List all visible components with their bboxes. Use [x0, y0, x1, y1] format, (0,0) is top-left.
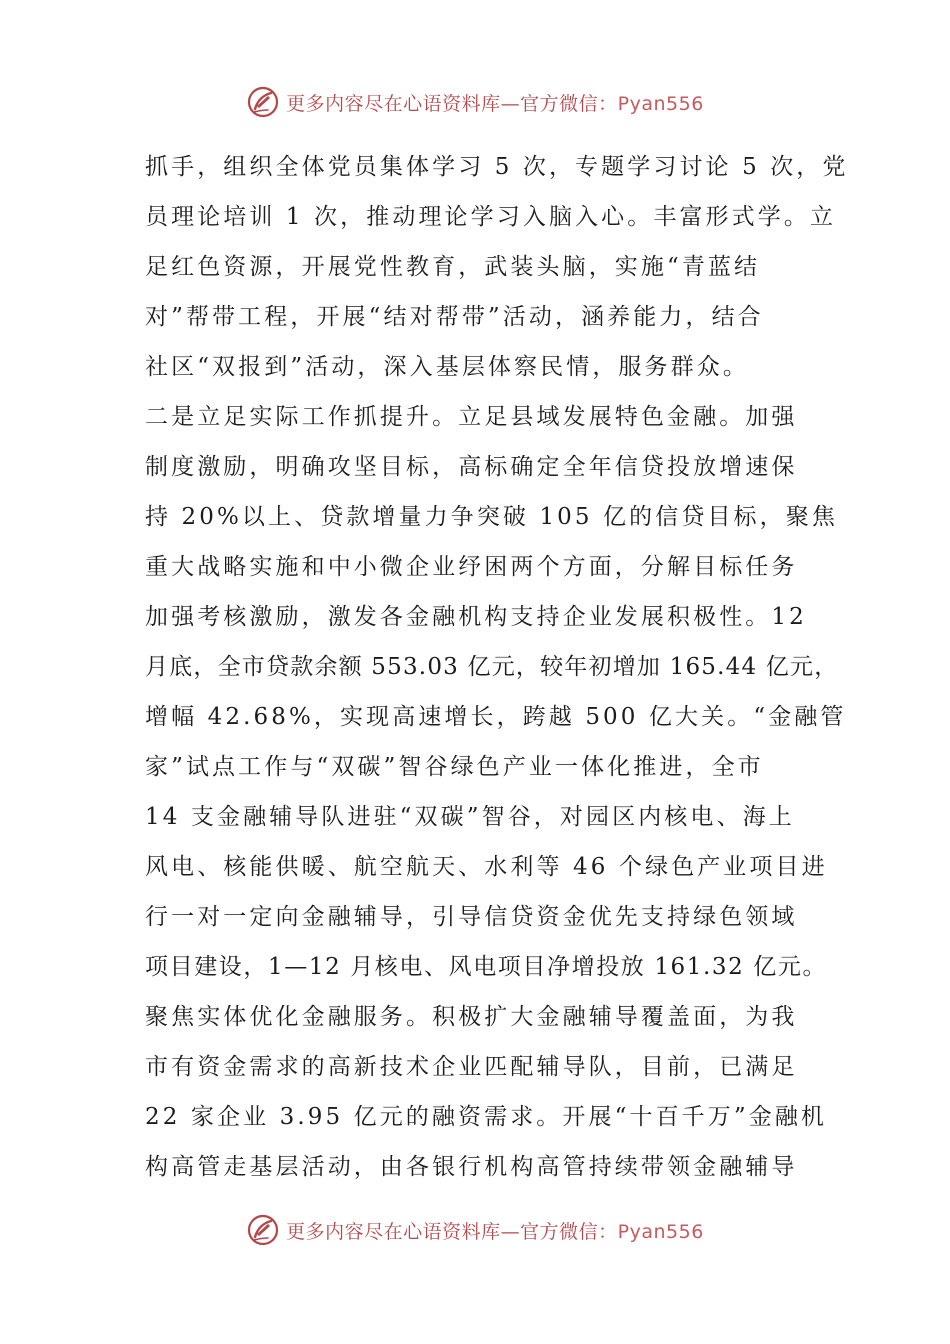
text-line: 月底，全市贷款余额 553.03 亿元，较年初增加 165.44 亿元， [145, 654, 839, 680]
text-line: 聚焦实体优化金融服务。积极扩大金融辅导覆盖面，为我 [145, 1004, 798, 1030]
text-line: 市有资金需求的高新技术企业匹配辅导队，目前，已满足 [145, 1054, 798, 1080]
pen-signature-logo-icon [246, 85, 280, 119]
text-line: 行一对一定向金融辅导，引导信贷资金优先支持绿色领域 [145, 904, 798, 930]
footer-banner [0, 1206, 950, 1254]
text-line: 抓手，组织全体党员集体学习 5 次，专题学习讨论 5 次，党 [145, 154, 849, 180]
text-line: 二是立足实际工作抓提升。立足县域发展特色金融。加强 [145, 404, 798, 430]
text-line: 员理论培训 1 次，推动理论学习入脑入心。丰富形式学。立 [145, 204, 837, 230]
text-line: 社区“双报到”活动，深入基层体察民情，服务群众。 [145, 354, 749, 380]
text-line: 项目建设，1—12 月核电、风电项目净增投放 161.32 亿元。 [145, 954, 828, 980]
text-line: 22 家企业 3.95 亿元的融资需求。开展“十百千万”金融机 [145, 1104, 828, 1130]
header-banner [0, 78, 950, 126]
footer-banner-text [286, 1217, 704, 1244]
text-line: 构高管走基层活动，由各银行机构高管持续带领金融辅导 [145, 1154, 798, 1180]
text-line: 家”试点工作与“双碳”智谷绿色产业一体化推进，全市 [145, 754, 764, 780]
text-line: 重大战略实施和中小微企业纾困两个方面，分解目标任务 [145, 554, 798, 580]
header-banner-label: 更多内容尽在心语资料库—官方微信： [286, 92, 618, 115]
pen-signature-logo-icon [246, 1213, 280, 1247]
text-line: 14 支金融辅导队进驻“双碳”智谷，对园区内核电、海上 [145, 804, 795, 830]
text-line: 足红色资源，开展党性教育，武装头脑，实施“青蓝结 [145, 254, 761, 280]
text-line: 增幅 42.68%，实现高速增长，跨越 500 亿大关。“金融管 [145, 704, 847, 730]
text-line: 持 20%以上、贷款增量力争突破 105 亿的信贷目标，聚焦 [145, 504, 838, 530]
text-line: 风电、核能供暖、航空航天、水利等 46 个绿色产业项目进 [145, 854, 828, 880]
header-wechat-handle: Pyan556 [617, 92, 704, 115]
footer-banner-label: 更多内容尽在心语资料库—官方微信： [286, 1220, 618, 1243]
text-line: 制度激励，明确攻坚目标，高标确定全年信贷投放增速保 [145, 454, 798, 480]
text-line: 对”帮带工程，开展“结对帮带”活动，涵养能力，结合 [145, 304, 764, 330]
header-banner-text [286, 89, 704, 116]
footer-wechat-handle: Pyan556 [617, 1220, 704, 1243]
text-line: 加强考核激励，激发各金融机构支持企业发展积极性。12 [145, 604, 807, 630]
